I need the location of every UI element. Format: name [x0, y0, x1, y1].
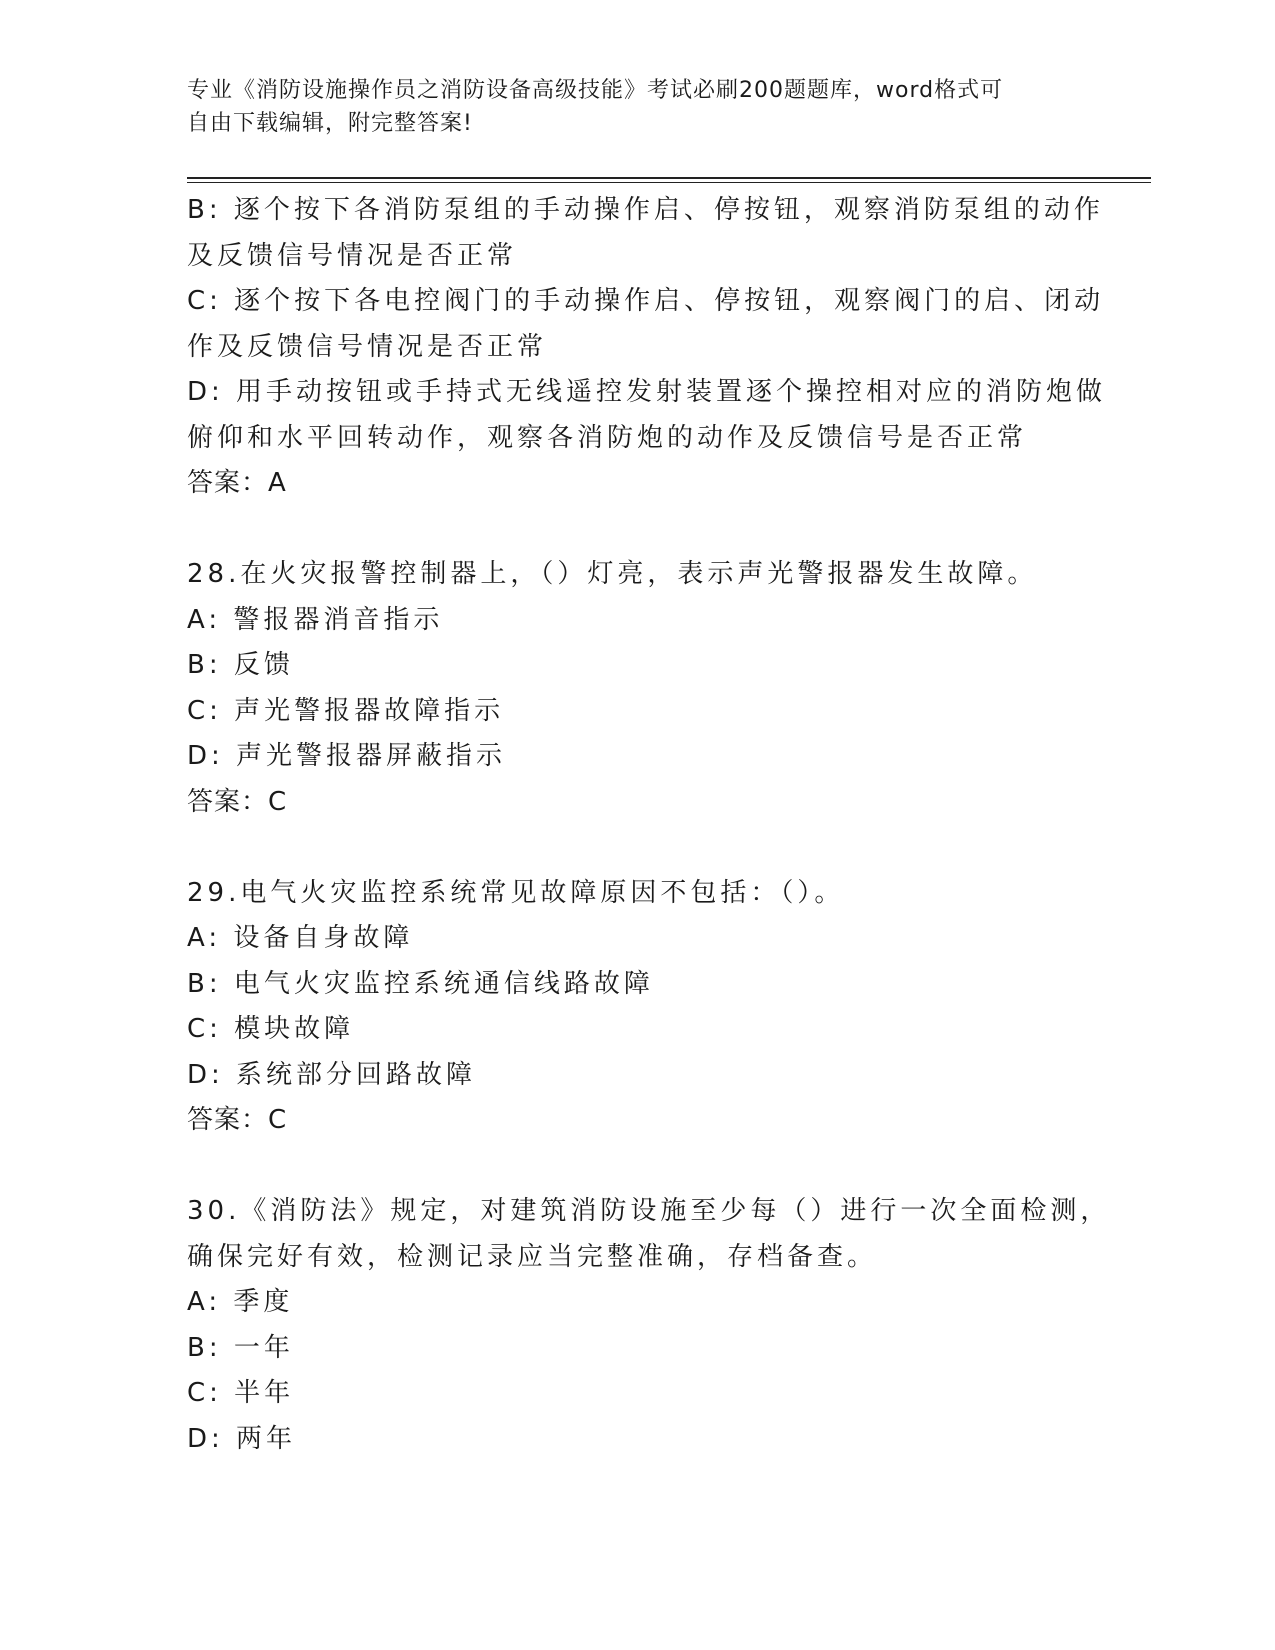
option-d-line-2: 俯仰和水平回转动作，观察各消防炮的动作及反馈信号是否正常: [187, 422, 1028, 453]
document-body: [187, 188, 1111, 1462]
option-b: B: 电气火灾监控系统通信线路故障: [187, 968, 654, 999]
question-stem-line-2: 确保完好有效，检测记录应当完整准确，存档备查。: [187, 1241, 878, 1272]
answer: 答案：C: [187, 786, 288, 817]
option-c: C: 模块故障: [187, 1014, 355, 1044]
option-b: B: 一年: [187, 1332, 294, 1363]
spacer: [187, 507, 1087, 553]
option-c-line-2: 作及反馈信号情况是否正常: [187, 331, 548, 362]
option-c-line-1: C: 逐个按下各电控阀门的手动操作启、停按钮，观察阀门的启、闭动: [187, 286, 1105, 316]
header-line-2: 自由下载编辑，附完整答案!: [187, 111, 473, 136]
option-b-line-1: B: 逐个按下各消防泵组的手动操作启、停按钮，观察消防泵组的动作: [187, 195, 1104, 225]
document-header: [187, 74, 1067, 140]
question-stem: 29.电气火灾监控系统常见故障原因不包括：（）。: [187, 877, 845, 908]
spacer: [187, 825, 1087, 871]
question-30: [187, 1189, 1111, 1462]
option-b-line-2: 及反馈信号情况是否正常: [187, 240, 518, 271]
option-d: D: 两年: [187, 1423, 297, 1454]
option-a: A: 季度: [187, 1287, 294, 1317]
question-29: [187, 871, 1087, 1144]
question-stem-line-1: 30.《消防法》规定，对建筑消防设施至少每（）进行一次全面检测，: [187, 1196, 1111, 1226]
header-line-1: 专业《消防设施操作员之消防设备高级技能》考试必刷200题题库，word格式可: [187, 78, 1004, 103]
spacer: [187, 1144, 1087, 1190]
answer: 答案：C: [187, 1105, 288, 1135]
option-b: B: 反馈: [187, 650, 294, 680]
header-rule-thin: [187, 182, 1151, 183]
option-d: D: 声光警报器屏蔽指示: [187, 741, 507, 771]
option-a: A: 警报器消音指示: [187, 604, 444, 635]
question-27-continued: [187, 188, 1107, 507]
header-rule-thick: [187, 177, 1151, 179]
question-stem: 28.在火灾报警控制器上，（）灯亮，表示声光警报器发生故障。: [187, 559, 1038, 589]
question-28: [187, 552, 1087, 825]
option-d: D: 系统部分回路故障: [187, 1059, 477, 1090]
option-c: C: 声光警报器故障指示: [187, 695, 505, 726]
option-c: C: 半年: [187, 1378, 295, 1408]
answer: 答案：A: [187, 468, 287, 498]
option-d-line-1: D: 用手动按钮或手持式无线遥控发射装置逐个操控相对应的消防炮做: [187, 377, 1107, 407]
option-a: A: 设备自身故障: [187, 923, 414, 953]
